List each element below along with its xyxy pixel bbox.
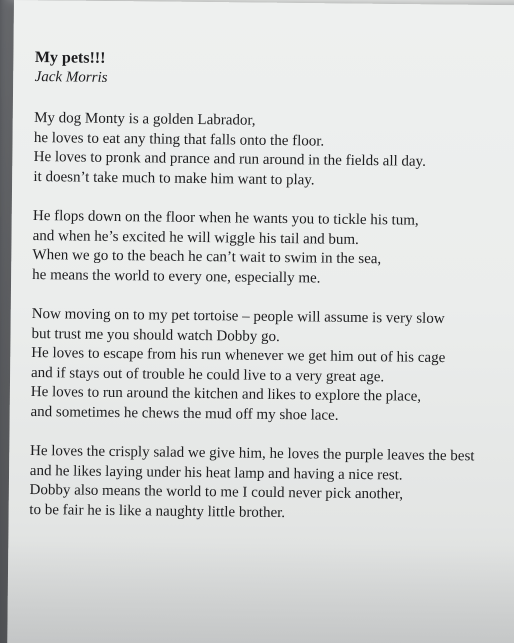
page-shadow <box>7 540 514 643</box>
poem-line: and he likes laying under his heat lamp and having a nice rest. <box>29 462 403 484</box>
poem-line: Dobby also means the world to me I could never pick another, <box>29 481 404 503</box>
poem-line: He loves to run around the kitchen and likes to explore the place, <box>30 383 422 405</box>
poem-line: He loves the crisply salad we give him, he loves the purple leaves the best <box>29 442 475 465</box>
poem-line: and if stays out of trouble he could live to a very great age. <box>30 364 385 385</box>
poem-text <box>29 48 514 546</box>
poem-title: My pets!!! <box>34 48 106 67</box>
stanza-1 <box>33 109 514 193</box>
poem-line: to be fair he is like a naughty little brother. <box>29 501 286 521</box>
poem-author: Jack Morris <box>34 68 108 86</box>
stanza-4 <box>29 442 514 526</box>
stanza-3 <box>30 305 514 428</box>
poem-line: it doesn’t take much to make him want to play. <box>33 168 315 188</box>
poem-line: He loves to escape from his run whenever we get him out of his cage <box>31 344 446 367</box>
poem-line: My dog Monty is a golden Labrador, <box>34 109 256 129</box>
poem-line: When we go to the beach he can’t wait to swim in the sea, <box>32 246 382 268</box>
poem-line: and sometimes he chews the mud off my shoe lace. <box>30 403 339 424</box>
poem-line: He flops down on the floor when he wants you to tickle his tum, <box>32 207 419 229</box>
poem-line: but trust me you should watch Dobby go. <box>31 325 280 345</box>
poem-line: he means the world to every one, especially me. <box>32 266 321 287</box>
poem-line: He loves to pronk and prance and run around in the fields all day. <box>33 148 426 170</box>
stanza-2 <box>32 207 514 291</box>
poem-line: and when he’s excited he will wiggle his tail and bum. <box>32 227 359 248</box>
poem-line: he loves to eat any thing that falls onto the floor. <box>33 129 325 150</box>
poem-line: Now moving on to my pet tortoise – people will assume is very slow <box>31 305 445 328</box>
